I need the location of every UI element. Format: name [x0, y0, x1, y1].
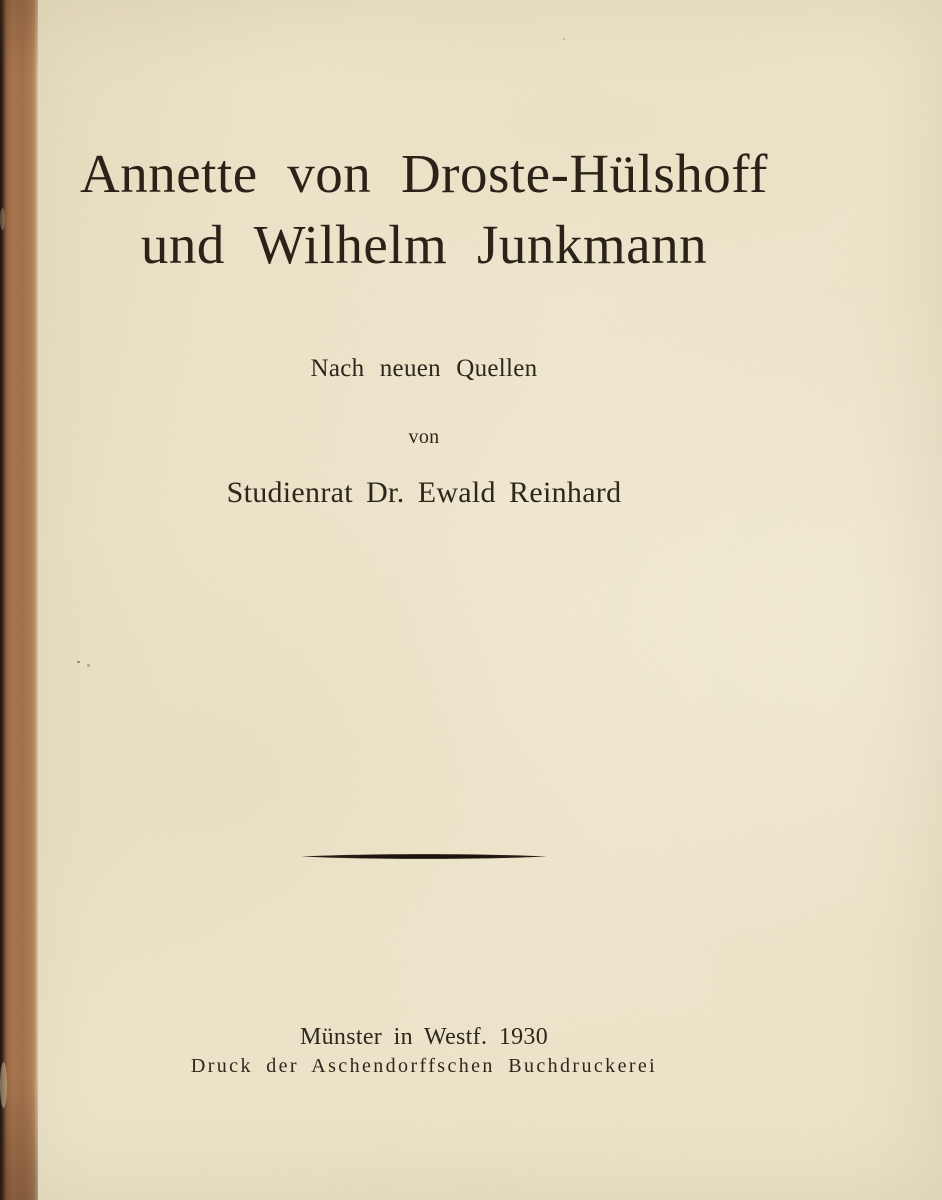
- author-name: Studienrat Dr. Ewald Reinhard: [226, 476, 622, 509]
- subtitle: Nach neuen Quellen: [310, 355, 538, 382]
- book-title: [38, 138, 810, 280]
- book-title-line-1: Annette von Droste-Hülshoff: [80, 143, 768, 204]
- tapered-rule-icon: [300, 852, 548, 861]
- book-spine-strip: [0, 0, 38, 1200]
- spine-wear-mark: [0, 1062, 7, 1108]
- book-title-line-2: und Wilhelm Junkmann: [140, 214, 708, 275]
- decorative-divider: [38, 852, 810, 861]
- byline-von: von: [408, 426, 440, 448]
- title-page-text-block: [38, 0, 810, 1200]
- imprint-place-year: Münster in Westf. 1930: [299, 1024, 549, 1050]
- spine-wear-mark: [0, 208, 5, 230]
- imprint-printer: Druck der Aschendorffschen Buchdruckerei: [190, 1055, 658, 1077]
